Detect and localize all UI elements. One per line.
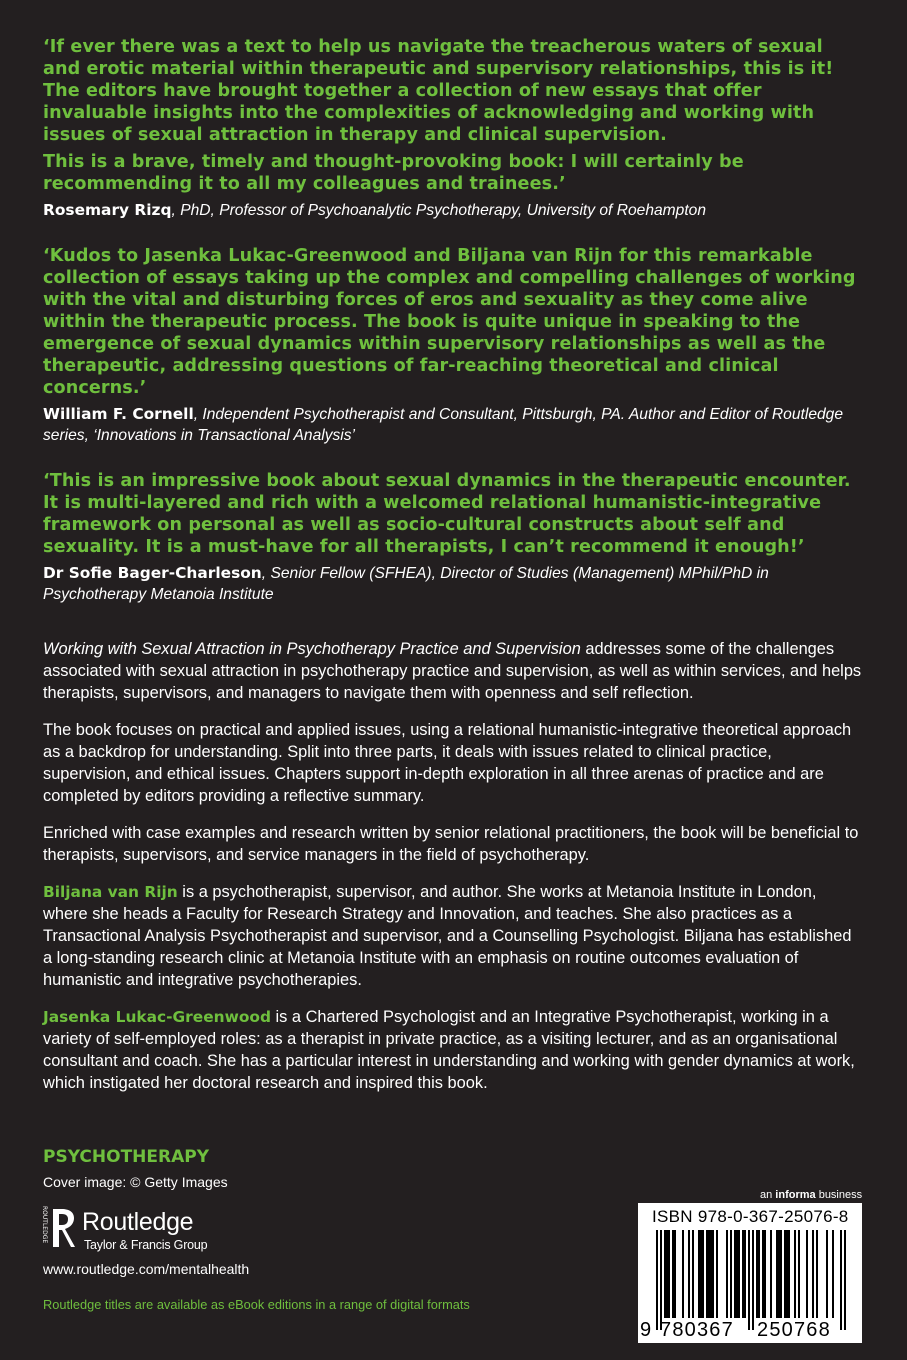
informa-suffix: business: [815, 1189, 863, 1201]
author-bio-text: is a Chartered Psychologist and an Integrative Psychotherapist, working in a variety of self-employed roles: as a therapist in private practice, as a visiting lecturer, and as an organisational consultant and coach. She has a particular interest in understanding and working with gender dynamics at work, which instigated her doctoral research and inspired this book.: [43, 1008, 855, 1092]
author-name: Biljana van Rijn: [43, 883, 178, 901]
routledge-logo: [40, 1206, 240, 1256]
publisher-group: Taylor & Francis Group: [84, 1238, 208, 1252]
book-title: Working with Sexual Attraction in Psychotherapy Practice and Supervision: [43, 640, 581, 658]
endorser-name: Dr Sofie Bager-Charleson: [43, 564, 262, 582]
endorsement-3-attribution: [43, 563, 863, 605]
cover-image-credit: Cover image: © Getty Images: [43, 1174, 228, 1190]
author-bio-text: is a psychotherapist, supervisor, and author. She works at Metanoia Institute in London, where she heads a Faculty for Research Strategy and Innovation, and teaches. She also practices as a Transactional Analysis Psychotherapist and supervisor, and a Counselling Psychologist. Biljana has established a long-standing research clinic at Metanoia Institute with an emphasis on routine outcomes evaluation of humanistic and integrative psychotherapies.: [43, 883, 852, 989]
author-bio-2: [43, 1006, 863, 1094]
barcode-digit-group-2: 250768: [757, 1319, 831, 1341]
endorsement-1-paragraph-2: This is a brave, timely and thought-provoking book: I will certainly be recommending it to all my colleagues and trainees.’: [43, 152, 744, 194]
endorsement-2-attribution: [43, 404, 863, 446]
description-intro-text: addresses some of the challenges associated with sexual attraction in psychotherapy practice and supervision, as well as within services, and helps therapists, supervisors, and managers to navigate them with openness and self reflection.: [43, 640, 862, 702]
ebook-note: Routledge titles are available as eBook editions in a range of digital formats: [43, 1297, 470, 1312]
description-paragraph-2: The book focuses on practical and applied issues, using a relational humanistic-integrative theoretical approach as a backdrop for understanding. Split into three parts, it deals with issues related to clinical practice, supervision, and ethical issues. Chapters support in-depth exploration in all three arenas of practice and are completed by editors providing a reflective summary.: [43, 721, 852, 805]
description-paragraph-3: Enriched with case examples and research written by senior relational practitioners, the book will be beneficial to therapists, supervisors, and service managers in the field of psychotherapy.: [43, 824, 859, 864]
informa-prefix: an: [760, 1189, 776, 1201]
back-cover-content: [43, 36, 863, 1094]
barcode-digit-group-1: 780367: [660, 1319, 734, 1341]
endorser-affiliation: , PhD, Professor of Psychoanalytic Psychotherapy, University of Roehampton: [171, 202, 707, 219]
informa-business-label: [760, 1189, 862, 1201]
author-bio-1: [43, 881, 863, 991]
barcode-prefix-digit: 9: [640, 1319, 652, 1341]
endorser-affiliation: , Senior Fellow (SFHEA), Director of Studies (Management) MPhil/PhD in Psychotherapy Metanoia Institute: [43, 565, 769, 603]
barcode-digits: [638, 1203, 862, 1343]
description-intro: [43, 638, 863, 704]
endorser-name: Rosemary Rizq: [43, 201, 172, 219]
isbn-label: ISBN 978-0-367-25076-8: [652, 1207, 849, 1226]
endorsement-3: [43, 470, 863, 605]
endorsement-1: [43, 36, 863, 221]
endorsement-2-paragraph-1: ‘Kudos to Jasenka Lukac-Greenwood and Biljana van Rijn for this remarkable collection of essays taking up the complex and compelling challenges of working with the vital and disturbing forces of eros and sexuality as they come alive within the therapeutic process. The book is quite unique in speaking to the emergence of sexual dynamics within supervisory relationships as well as the therapeutic, addressing questions of far-reaching theoretical and clinical concerns.’: [43, 246, 856, 398]
informa-brand: informa: [775, 1189, 816, 1201]
endorsement-3-paragraph-1: ‘This is an impressive book about sexual dynamics in the therapeutic encounter. It is multi-layered and rich with a welcomed relational humanistic-integrative framework on personal as well as socio-cultural constructs about self and sexuality. It is a must-have for all therapists, I can’t recommend it enough!’: [43, 471, 851, 557]
endorsement-1-attribution: [43, 200, 863, 221]
endorser-name: William F. Cornell: [43, 405, 194, 423]
publisher-name: Routledge: [82, 1208, 194, 1236]
endorsement-2: [43, 245, 863, 446]
isbn-barcode: [638, 1203, 862, 1343]
publisher-url[interactable]: www.routledge.com/mentalhealth: [43, 1261, 250, 1277]
author-name: Jasenka Lukac-Greenwood: [43, 1008, 271, 1026]
routledge-vertical-text: ROUTLEDGE: [41, 1206, 48, 1244]
endorser-affiliation: , Independent Psychotherapist and Consultant, Pittsburgh, PA. Author and Editor of Routledge series, ‘Innovations in Transactional Analysis’: [43, 406, 844, 444]
endorsement-1-paragraph-1: ‘If ever there was a text to help us navigate the treacherous waters of sexual and erotic material within therapeutic and supervisory relationships, this is it! The editors have brought together a collection of new essays that offer invaluable insights into the complexities of acknowledging and working with issues of sexual attraction in therapy and clinical supervision.: [43, 37, 834, 145]
subject-category: PSYCHOTHERAPY: [43, 1147, 210, 1167]
routledge-logo-icon: [40, 1206, 76, 1256]
